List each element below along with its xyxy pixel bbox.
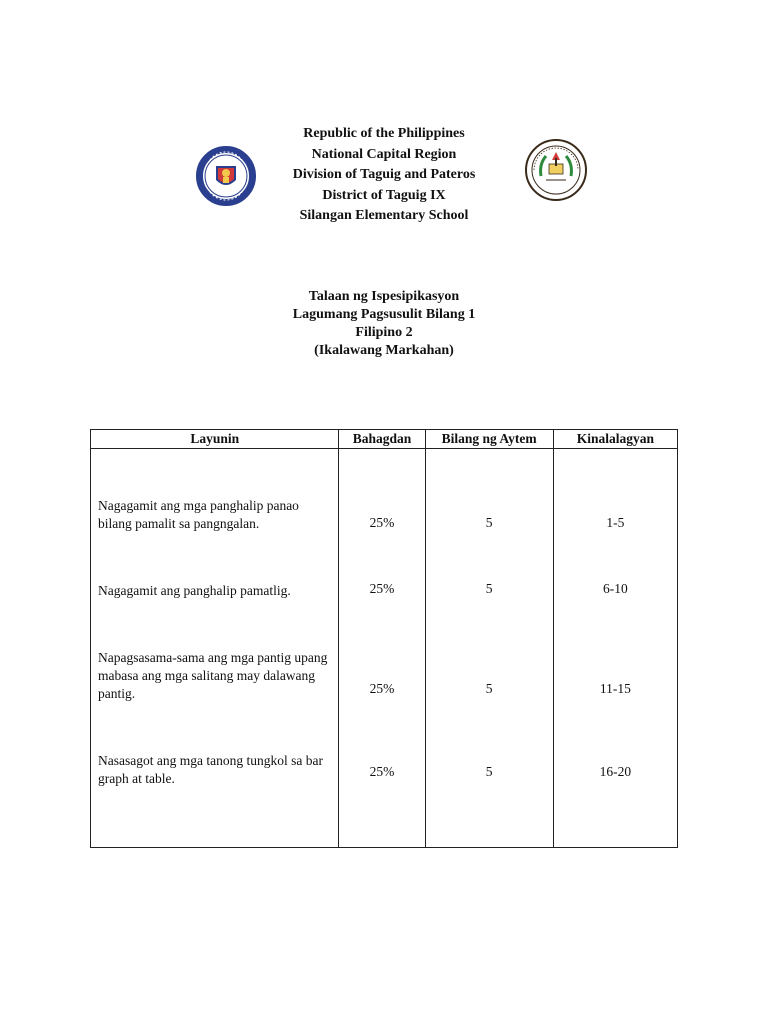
objective-4: Nasasagot ang mga tanong tungkol sa bar graph at table.: [98, 753, 323, 786]
table-body-row: [91, 449, 678, 848]
header-layunin: Layunin: [91, 430, 339, 449]
header-line-region: National Capital Region: [311, 146, 457, 162]
table-header-row: [91, 430, 678, 449]
percent-3: 25%: [369, 681, 395, 696]
title-line-test: Lagumang Pagsusulit Bilang 1: [292, 307, 476, 322]
items-4: 5: [485, 764, 493, 779]
objective-3: Napagsasama-sama ang mga pantig upang mabasa ang mga salitang may dalawang pantig.: [98, 650, 328, 701]
title-line-main: Talaan ng Ispesipikasyon: [308, 289, 460, 304]
document-title: [0, 288, 768, 360]
items-1: 5: [485, 515, 493, 530]
objective-1: Nagagamit ang mga panghalip panao bilang pamalit sa pangngalan.: [98, 498, 299, 531]
location-3: 11-15: [599, 681, 631, 696]
items-column: [425, 449, 553, 848]
objectives-column: [91, 449, 339, 848]
percent-column: [339, 449, 425, 848]
header-bilang-ng-aytem: Bilang ng Aytem: [425, 430, 553, 449]
items-3: 5: [485, 681, 493, 696]
specification-table: [90, 429, 678, 848]
location-2: 6-10: [603, 581, 628, 596]
location-column: [553, 449, 677, 848]
header-line-district: District of Taguig IX: [322, 187, 446, 203]
header-line-school: Silangan Elementary School: [299, 208, 469, 223]
percent-2: 25%: [369, 581, 395, 596]
location-4: 16-20: [599, 764, 632, 779]
items-2: 5: [485, 581, 493, 596]
title-line-subject: Filipino 2: [355, 325, 413, 340]
percent-1: 25%: [369, 515, 395, 530]
title-line-quarter: (Ikalawang Markahan): [314, 343, 454, 358]
header-line-division: Division of Taguig and Pateros: [292, 167, 476, 182]
location-1: 1-5: [606, 515, 625, 530]
header-kinalalagyan: Kinalalagyan: [553, 430, 677, 449]
school-header: [0, 124, 768, 227]
header-bahagdan: Bahagdan: [339, 430, 425, 449]
header-line-republic: Republic of the Philippines: [303, 126, 465, 141]
objective-2: Nagagamit ang panghalip pamatlig.: [98, 583, 291, 598]
percent-4: 25%: [369, 764, 395, 779]
